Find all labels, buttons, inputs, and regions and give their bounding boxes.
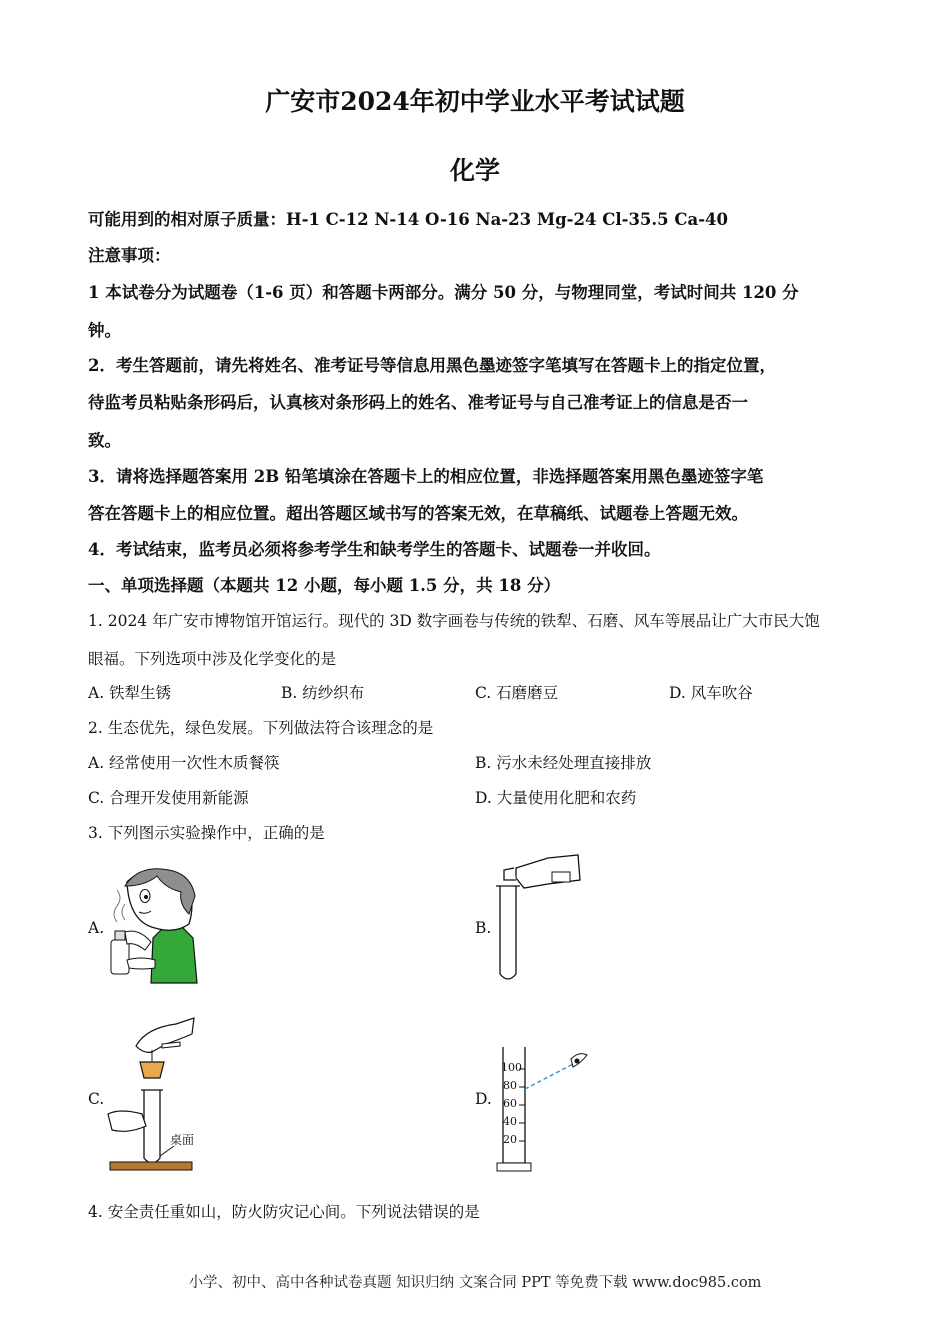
- subject-title: 化学: [449, 156, 500, 185]
- cylinder-tick-100: 100: [501, 1061, 522, 1074]
- q1-stem-line-2: 眼福。下列选项中涉及化学变化的是: [88, 650, 337, 668]
- q3-option-a-label: A.: [88, 919, 105, 937]
- note-3-line-2: 答在答题卡上的相应位置。超出答题区域书写的答案无效，在草稿纸、试题卷上答题无效。: [88, 504, 748, 523]
- desk-label: 桌面: [170, 1133, 195, 1147]
- q3-stem: 3. 下列图示实验操作中，正确的是: [88, 824, 325, 842]
- note-2-line-1: 2．考生答题前，请先将姓名、准考证号等信息用黑色墨迹签字笔填写在答题卡上的指定位置，: [88, 356, 776, 375]
- note-4: 4．考试结束，监考员必须将参考学生和缺考学生的答题卡、试题卷一并收回。: [88, 540, 661, 559]
- q1-option-c: C. 石磨磨豆: [475, 684, 559, 702]
- q1-option-d: D. 风车吹谷: [669, 684, 753, 702]
- cylinder-tick-80: 80: [503, 1079, 517, 1092]
- section-1-heading: 一、单项选择题（本题共 12 小题，每小题 1.5 分，共 18 分）: [88, 576, 561, 595]
- q3-option-b-label: B.: [475, 919, 492, 937]
- note-2-line-3: 致。: [88, 431, 121, 450]
- q2-option-c: C. 合理开发使用新能源: [88, 789, 249, 807]
- note-3-line-1: 3．请将选择题答案用 2B 铅笔填涂在答题卡上的相应位置，非选择题答案用黑色墨迹签字笔: [88, 467, 764, 486]
- cylinder-tick-20: 20: [503, 1133, 517, 1146]
- note-1-line-1: 1 本试卷分为试题卷（1-6 页）和答题卡两部分。满分 50 分，与物理同堂，考试时间共 120 分: [88, 283, 799, 302]
- q3-option-d-label: D.: [475, 1090, 492, 1108]
- q3-option-c-label: C.: [88, 1090, 105, 1108]
- note-1-line-2: 钟。: [88, 321, 121, 340]
- smelling-gas-figure: [105, 868, 200, 986]
- q1-option-a: A. 铁犁生锈: [88, 684, 172, 702]
- q4-stem: 4. 安全责任重如山，防火防灾记心间。下列说法错误的是: [88, 1203, 480, 1221]
- inserting-stopper-figure: [106, 1010, 216, 1176]
- cylinder-tick-60: 60: [503, 1097, 517, 1110]
- cylinder-tick-40: 40: [503, 1115, 517, 1128]
- notes-heading: 注意事项：: [88, 246, 171, 265]
- q2-option-d: D. 大量使用化肥和农药: [475, 789, 637, 807]
- q1-stem-line-1: 1. 2024 年广安市博物馆开馆运行。现代的 3D 数字画卷与传统的铁犁、石磨、风车等展品让广大市民大饱: [88, 612, 820, 630]
- q2-option-b: B. 污水未经处理直接排放: [475, 754, 652, 772]
- pouring-liquid-figure: [490, 850, 590, 984]
- page-footer: 小学、初中、高中各种试卷真题 知识归纳 文案合同 PPT 等免费下载 www.doc985.com: [188, 1275, 762, 1291]
- atomic-masses: 可能用到的相对原子质量：H-1 C-12 N-14 O-16 Na-23 Mg-24 Cl-35.5 Ca-40: [88, 210, 729, 229]
- q1-option-b: B. 纺纱织布: [281, 684, 365, 702]
- q2-option-a: A. 经常使用一次性木质餐筷: [88, 754, 280, 772]
- note-2-line-2: 待监考员粘贴条形码后，认真核对条形码上的姓名、准考证号与自己准考证上的信息是否一: [88, 393, 748, 412]
- exam-title: 广安市2024年初中学业水平考试试题: [265, 87, 685, 116]
- q2-stem: 2. 生态优先，绿色发展。下列做法符合该理念的是: [88, 719, 434, 737]
